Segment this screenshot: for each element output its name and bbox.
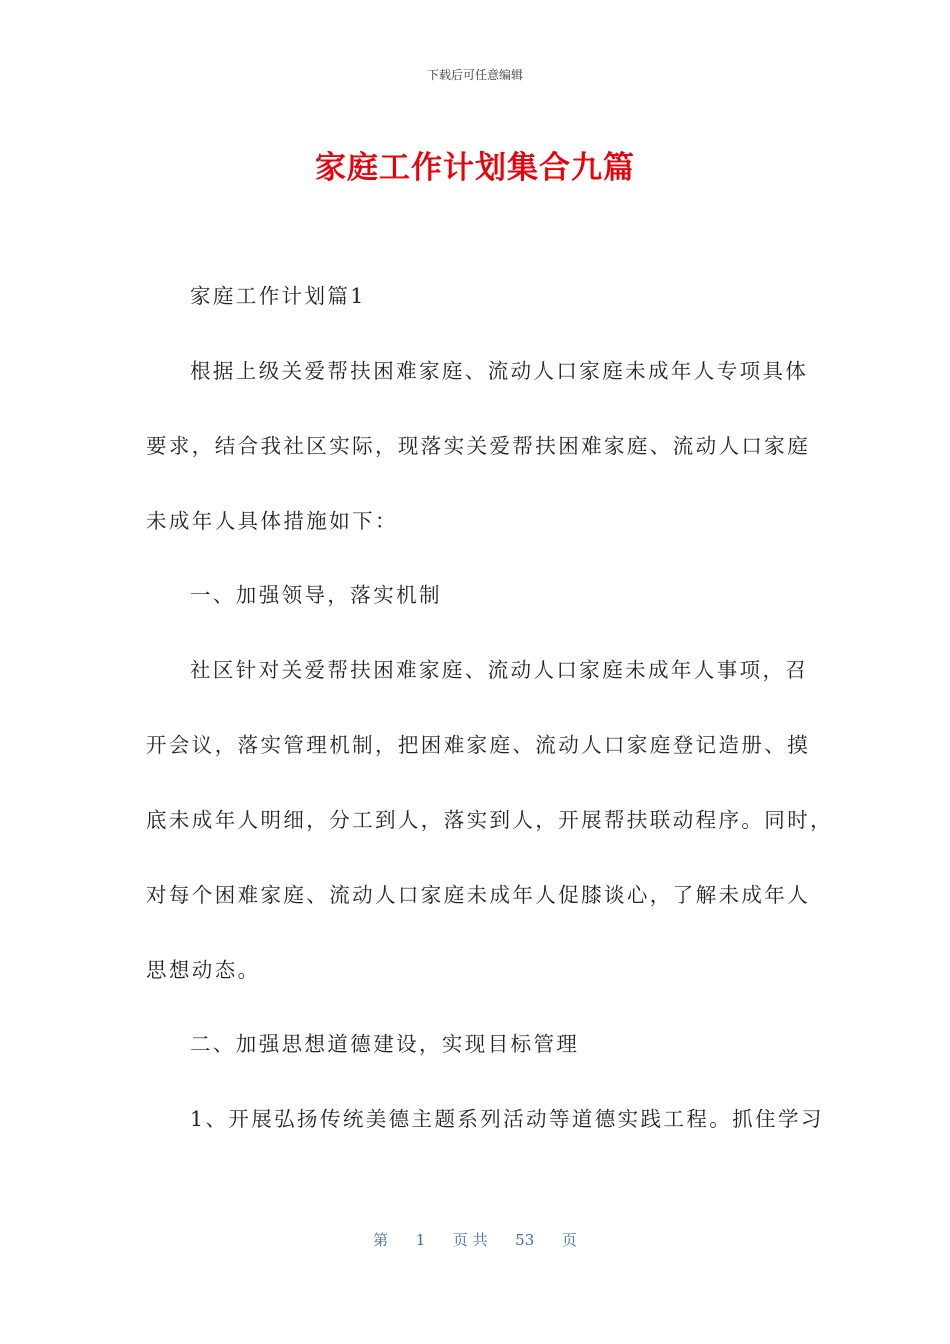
paragraph-line: 思想动态。 bbox=[146, 958, 261, 982]
paragraph-line: 对每个困难家庭、流动人口家庭未成年人促膝谈心，了解未成年人 bbox=[146, 883, 811, 907]
section-heading: 家庭工作计划篇1 bbox=[190, 284, 366, 308]
subsection-heading: 二、加强思想道德建设，实现目标管理 bbox=[190, 1032, 580, 1056]
paragraph-line: 未成年人具体措施如下： bbox=[146, 509, 398, 533]
footer-middle: 页 共 bbox=[452, 1231, 488, 1249]
footer-page-total: 53 bbox=[515, 1231, 535, 1249]
page-footer bbox=[0, 1229, 950, 1250]
paragraph-line: 社区针对关爱帮扶困难家庭、流动人口家庭未成年人事项，召 bbox=[190, 658, 809, 682]
document-title: 家庭工作计划集合九篇 bbox=[315, 150, 635, 186]
paragraph-line: 要求，结合我社区实际，现落实关爱帮扶困难家庭、流动人口家庭 bbox=[146, 434, 811, 458]
footer-page-number: 1 bbox=[415, 1231, 426, 1249]
header-note: 下载后可任意编辑 bbox=[426, 68, 523, 82]
subsection-heading: 一、加强领导，落实机制 bbox=[190, 583, 442, 607]
footer-suffix: 页 bbox=[561, 1231, 577, 1249]
paragraph-line: 开会议，落实管理机制，把困难家庭、流动人口家庭登记造册、摸 bbox=[146, 733, 811, 757]
paragraph-line: 1、开展弘扬传统美德主题系列活动等道德实践工程。抓住学习 bbox=[190, 1107, 824, 1131]
paragraph-line: 根据上级关爱帮扶困难家庭、流动人口家庭未成年人专项具体 bbox=[190, 359, 809, 383]
paragraph-line: 底未成年人明细，分工到人，落实到人，开展帮扶联动程序。同时， bbox=[146, 808, 833, 832]
footer-prefix: 第 bbox=[373, 1231, 389, 1249]
